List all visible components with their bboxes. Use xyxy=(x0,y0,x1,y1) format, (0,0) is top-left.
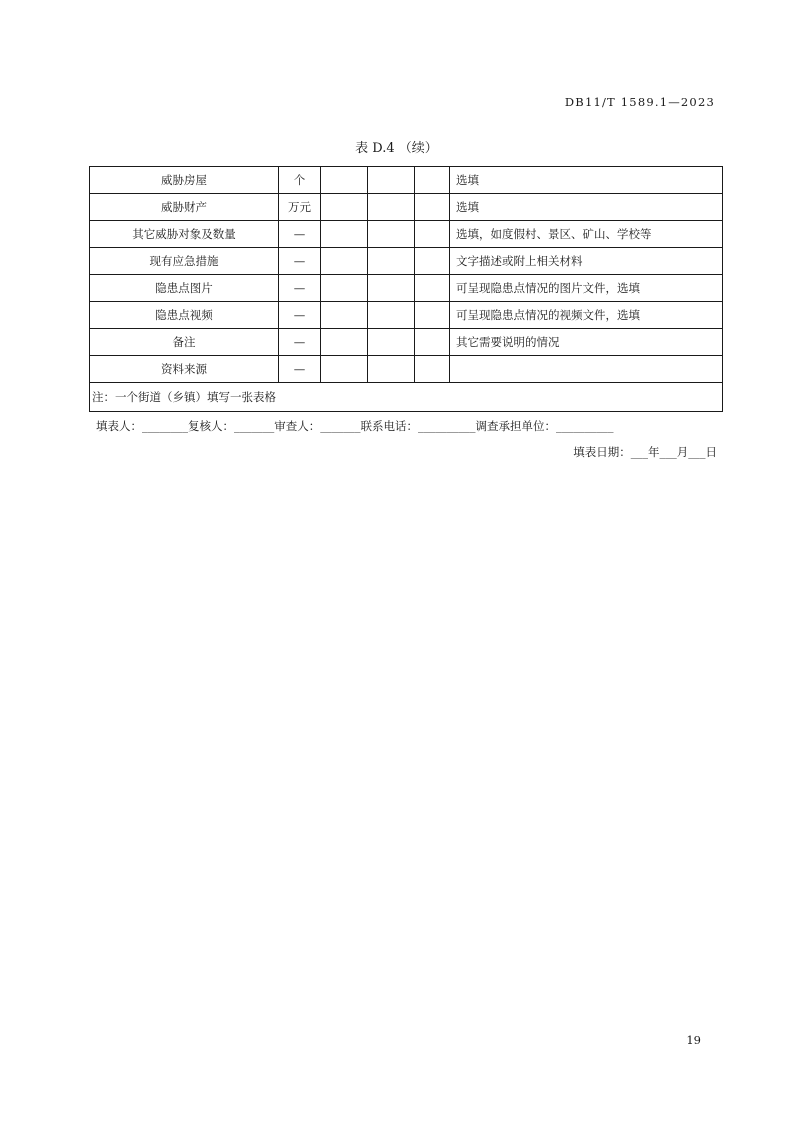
table-note-row xyxy=(90,383,723,412)
row-unit: — xyxy=(279,302,321,329)
row-remark: 选填 xyxy=(450,167,723,194)
blank-cell xyxy=(368,275,415,302)
blank-cell xyxy=(321,221,368,248)
signoff-line: 填表人：________复核人：_______审查人：_______联系电话：__________调查承担单位：__________ xyxy=(96,419,614,433)
blank-cell xyxy=(368,356,415,383)
row-remark: 其它需要说明的情况 xyxy=(450,329,723,356)
blank-cell xyxy=(368,248,415,275)
blank-cell xyxy=(321,194,368,221)
table-row xyxy=(90,302,723,329)
row-unit: — xyxy=(279,356,321,383)
row-item-label: 备注 xyxy=(90,329,279,356)
blank-cell xyxy=(415,329,450,356)
row-item-label: 隐患点视频 xyxy=(90,302,279,329)
blank-cell xyxy=(415,275,450,302)
blank-cell xyxy=(415,356,450,383)
blank-cell xyxy=(321,329,368,356)
blank-cell xyxy=(415,302,450,329)
row-item-label: 威胁财产 xyxy=(90,194,279,221)
row-item-label: 隐患点图片 xyxy=(90,275,279,302)
table-row xyxy=(90,356,723,383)
table-row xyxy=(90,248,723,275)
row-unit: 万元 xyxy=(279,194,321,221)
table-row xyxy=(90,194,723,221)
blank-cell xyxy=(368,329,415,356)
row-remark xyxy=(450,356,723,383)
blank-cell xyxy=(415,248,450,275)
survey-table xyxy=(89,166,723,412)
table-row xyxy=(90,167,723,194)
row-remark: 选填 xyxy=(450,194,723,221)
row-remark: 文字描述或附上相关材料 xyxy=(450,248,723,275)
table-row xyxy=(90,221,723,248)
blank-cell xyxy=(415,167,450,194)
standard-code: DB11/T 1589.1—2023 xyxy=(564,95,715,109)
row-unit: — xyxy=(279,275,321,302)
row-remark: 可呈现隐患点情况的图片文件，选填 xyxy=(450,275,723,302)
blank-cell xyxy=(368,221,415,248)
row-unit: — xyxy=(279,221,321,248)
table-title: 表 D.4 （续） xyxy=(355,141,438,156)
row-remark: 可呈现隐患点情况的视频文件，选填 xyxy=(450,302,723,329)
blank-cell xyxy=(321,302,368,329)
row-remark: 选填，如度假村、景区、矿山、学校等 xyxy=(450,221,723,248)
blank-cell xyxy=(368,194,415,221)
blank-cell xyxy=(321,356,368,383)
row-unit: 个 xyxy=(279,167,321,194)
fill-date-line: 填表日期：___年___月___日 xyxy=(573,445,717,459)
blank-cell xyxy=(321,167,368,194)
page-number: 19 xyxy=(686,1033,701,1047)
blank-cell xyxy=(368,302,415,329)
blank-cell xyxy=(368,167,415,194)
row-unit: — xyxy=(279,329,321,356)
row-item-label: 威胁房屋 xyxy=(90,167,279,194)
row-item-label: 其它威胁对象及数量 xyxy=(90,221,279,248)
row-item-label: 资料来源 xyxy=(90,356,279,383)
blank-cell xyxy=(415,221,450,248)
table-note: 注：一个街道（乡镇）填写一张表格 xyxy=(90,383,723,412)
row-item-label: 现有应急措施 xyxy=(90,248,279,275)
table-row xyxy=(90,329,723,356)
blank-cell xyxy=(415,194,450,221)
row-unit: — xyxy=(279,248,321,275)
table-row xyxy=(90,275,723,302)
blank-cell xyxy=(321,275,368,302)
blank-cell xyxy=(321,248,368,275)
